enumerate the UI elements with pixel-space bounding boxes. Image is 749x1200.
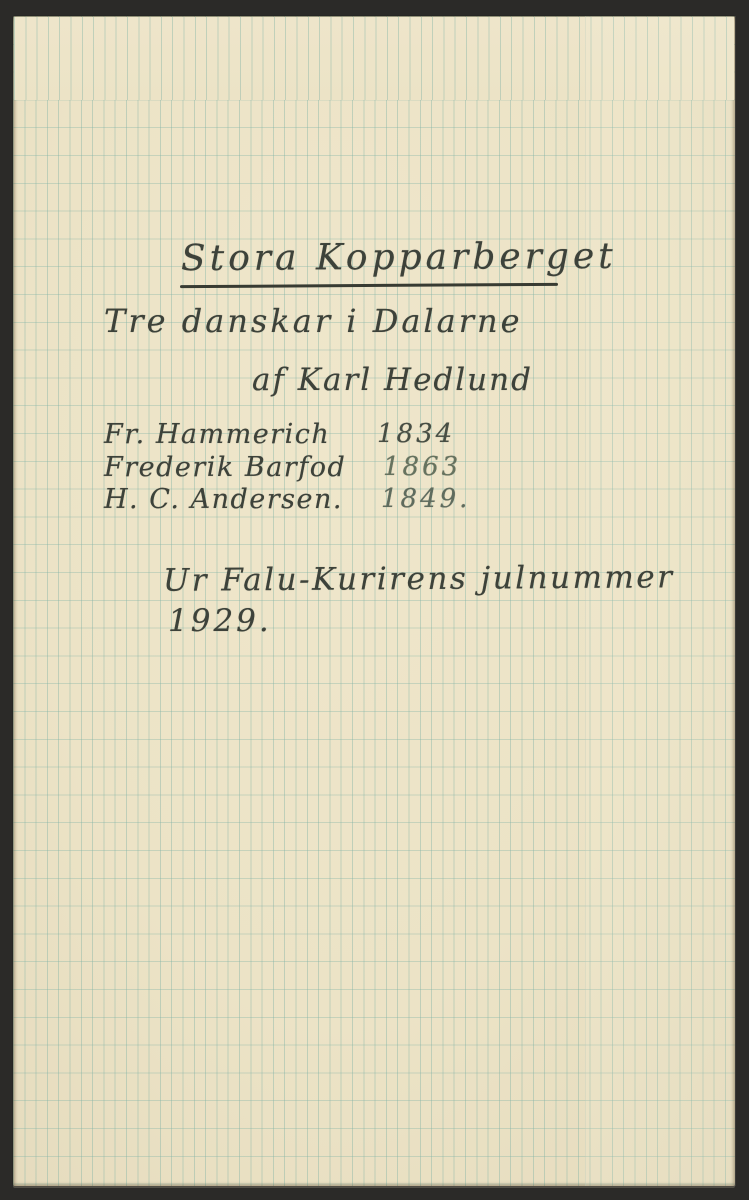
source-line-2: 1929. (168, 603, 272, 639)
title-underline (180, 283, 558, 288)
entry-year: 1863 (383, 452, 462, 482)
note-title: Stora Kopparberget (180, 235, 617, 280)
scan-light-band (585, 16, 736, 1186)
entry-name: Fr. Hammerich (104, 419, 331, 450)
entry-year: 1849. (381, 484, 471, 514)
source-line-1: Ur Falu-Kurirens julnummer (162, 559, 675, 599)
entry-year: 1834 (377, 419, 456, 449)
entry-name: Frederik Barfod (104, 452, 347, 483)
page-header-band (14, 17, 734, 100)
note-subtitle: Tre danskar i Dalarne (104, 302, 523, 340)
note-byline: af Karl Hedlund (252, 362, 533, 398)
entry-name: H. C. Andersen. (104, 484, 343, 515)
notebook-page (13, 16, 735, 1186)
